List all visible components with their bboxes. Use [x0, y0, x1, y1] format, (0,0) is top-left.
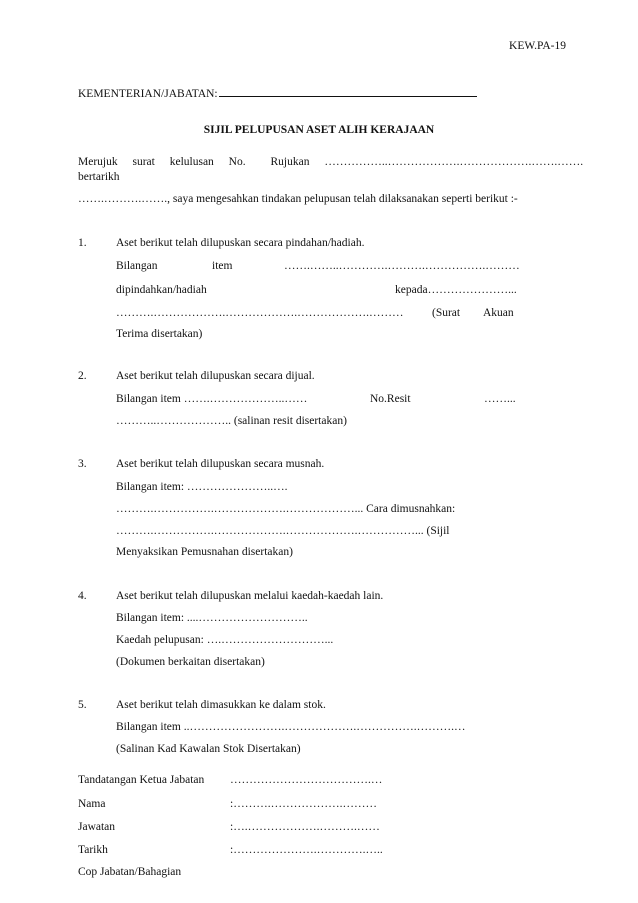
section-5-line: (Salinan Kad Kawalan Stok Disertakan): [116, 743, 301, 755]
signature-value[interactable]: ……………………………….…: [230, 774, 383, 786]
section-1-line: Bilangan: [116, 260, 158, 272]
section-heading: Aset berikut telah dimasukkan ke dalam stok.: [116, 699, 326, 711]
document-title: SIJIL PELUPUSAN ASET ALIH KERAJAAN: [203, 124, 435, 136]
intro-word-bertarikh: bertarikh: [78, 171, 120, 183]
date-label: Tarikh: [78, 844, 108, 856]
section-1-line: Terima disertakan): [116, 328, 203, 340]
section-3-line: ……….…………….……………….………………... Cara dimusnahkan:: [116, 503, 456, 515]
section-heading: Aset berikut telah dilupuskan melalui kaedah-kaedah lain.: [116, 590, 384, 602]
section-2-line: ………..……………….. (salinan resit disertakan): [116, 415, 347, 427]
ministry-input-line[interactable]: [219, 84, 477, 97]
section-number: 3.: [78, 458, 87, 470]
position-value[interactable]: :….……………….……….……: [230, 821, 380, 833]
date-value[interactable]: :………………….………….…..: [230, 844, 383, 856]
section-number: 1.: [78, 237, 87, 249]
ministry-field: [78, 84, 477, 100]
fill-in-dots[interactable]: …….……..………….……….…………….………: [284, 260, 520, 272]
section-heading: Aset berikut telah dilupuskan secara dijual.: [116, 370, 315, 382]
section-3-line: Menyaksikan Pemusnahan disertakan): [116, 546, 293, 558]
position-label: Jawatan: [78, 821, 116, 833]
name-label: Nama: [78, 798, 106, 810]
section-1-line: Akuan: [483, 307, 514, 319]
intro-line-2: …….……….……., saya mengesahkan tindakan pelupusan telah dilaksanakan seperti berikut :-: [78, 193, 518, 205]
intro-word: surat: [132, 156, 155, 168]
section-4-line: Kaedah pelupusan: ….………………………...: [116, 634, 334, 646]
fill-in-dots[interactable]: kepada…………………...: [395, 284, 517, 296]
section-heading: Aset berikut telah dilupuskan secara musnah.: [116, 458, 325, 470]
section-3-line: ……….…………….……………….……………….……………... (Sijil: [116, 525, 450, 537]
reference-number-dots[interactable]: ……………..……………….……………….…….…….: [324, 156, 584, 168]
section-1-line: dipindahkan/hadiah: [116, 284, 207, 296]
section-2-line: No.Resit: [370, 393, 411, 405]
section-number: 2.: [78, 370, 87, 382]
section-5-line: Bilangan item ..…………………….……………….…………….……….…: [116, 721, 466, 733]
section-number: 5.: [78, 699, 87, 711]
section-2-line: Bilangan item …….………………..……: [116, 393, 308, 405]
intro-word: No.: [228, 156, 246, 168]
stamp-label: Cop Jabatan/Bahagian: [78, 866, 182, 878]
fill-in-dots[interactable]: ……...: [484, 393, 516, 405]
section-1-line: (Surat: [432, 307, 461, 319]
section-4-line: Bilangan item: ....………………………..: [116, 612, 308, 624]
intro-word: kelulusan: [169, 156, 214, 168]
intro-line-1: [78, 156, 583, 168]
section-number: 4.: [78, 590, 87, 602]
ministry-label: KEMENTERIAN/JABATAN:: [78, 88, 218, 100]
section-3-line: Bilangan item: …………………..….: [116, 481, 288, 493]
name-value[interactable]: :……….……………….………: [230, 798, 377, 810]
intro-word: Rujukan: [270, 156, 310, 168]
fill-in-dots[interactable]: ……….……………….……………….……………….………: [116, 307, 404, 319]
section-heading: Aset berikut telah dilupuskan secara pindahan/hadiah.: [116, 237, 365, 249]
section-1-line: item: [212, 260, 233, 272]
section-4-line: (Dokumen berkaitan disertakan): [116, 656, 265, 668]
signature-label: Tandatangan Ketua Jabatan: [78, 774, 205, 786]
intro-word: Merujuk: [78, 156, 118, 168]
form-code: KEW.PA-19: [509, 40, 566, 52]
